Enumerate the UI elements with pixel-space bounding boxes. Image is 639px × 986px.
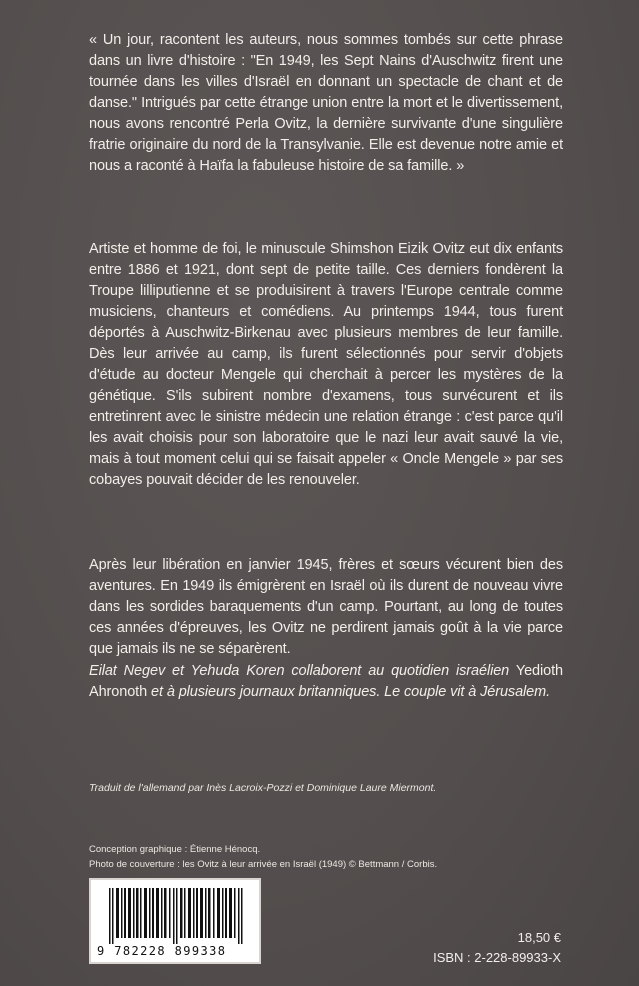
authors-text-start: Eilat Negev et Yehuda Koren collaborent au quotidien israélien [89,663,510,679]
design-credit: Conception graphique : Étienne Hénocq. [89,844,261,855]
barcode-digits: 9 782228 899338 [97,944,227,958]
quote-paragraph-block [89,30,563,177]
story-paragraph-block [89,239,563,491]
photo-credit: Photo de couverture : les Ovitz à leur arrivée en Israël (1949) © Bettmann / Corbis. [89,859,438,870]
barcode-bars [109,888,245,944]
quote-paragraph: « Un jour, racontent les auteurs, nous sommes tombés sur cette phrase dans un livre d'histoire : "En 1949, les Sept Nains d'Auschwitz firent une tournée dans les villes d'Israël en donnant un spectacle de chant et de danse." Intrigués par cette étrange union entre la mort et le divertissement, nous avons rencontré Perla Ovitz, la dernière survivante d'une singulière fratrie originaire du nord de la Transylvanie. Elle est devenue notre amie et nous a raconté à Haïfa la fabuleuse histoire de sa famille. » [89,32,563,174]
translation-credit: Traduit de l'allemand par Inès Lacroix-Pozzi et Dominique Laure Miermont. [89,782,437,794]
price-label: 18,50 € [517,930,561,945]
newspaper-name: Yedioth Ahronoth [89,663,563,700]
story-paragraph: Artiste et homme de foi, le minuscule Shimshon Eizik Ovitz eut dix enfants entre 1886 et 1921, dont sept de petite taille. Ces derniers fondèrent la Troupe lilliputienne et se produisirent à travers l'Europe centrale comme musiciens, chanteurs et comédiens. Au printemps 1944, tous furent déportés à Auschwitz-Birkenau avec plusieurs membres de leur famille. Dès leur arrivée au camp, ils furent sélectionnés pour servir d'objets d'étude au docteur Mengele qui cherchait à percer les mystères de la génétique. S'ils subirent nombre d'examens, tous survécurent et ils entretinrent avec le sinistre médecin une relation étrange : c'est parce qu'il les avait choisis pour son laboratoire que le nazi leur avait sauvé la vie, mais à tout moment celui qui se faisait appeler « Oncle Mengele » par ses cobayes pouvait décider de les renouveler. [89,241,563,488]
after-paragraph-block [89,555,563,660]
barcode [89,878,261,964]
authors-text-end: et à plusieurs journaux britanniques. Le couple vit à Jérusalem. [151,684,551,700]
authors-paragraph [89,661,563,703]
authors-paragraph-block [89,661,563,703]
after-paragraph: Après leur libération en janvier 1945, frères et sœurs vécurent bien des aventures. En 1949 ils émigrèrent en Israël où ils durent de nouveau vivre dans les sordides baraquements d'un camp. Pourtant, au long de toutes ces années d'épreuves, les Ovitz ne perdirent jamais goût à la vie parce que jamais ils ne se séparèrent. [89,557,563,657]
isbn-label: ISBN : 2-228-89933-X [433,950,561,965]
credits-block [89,842,437,872]
